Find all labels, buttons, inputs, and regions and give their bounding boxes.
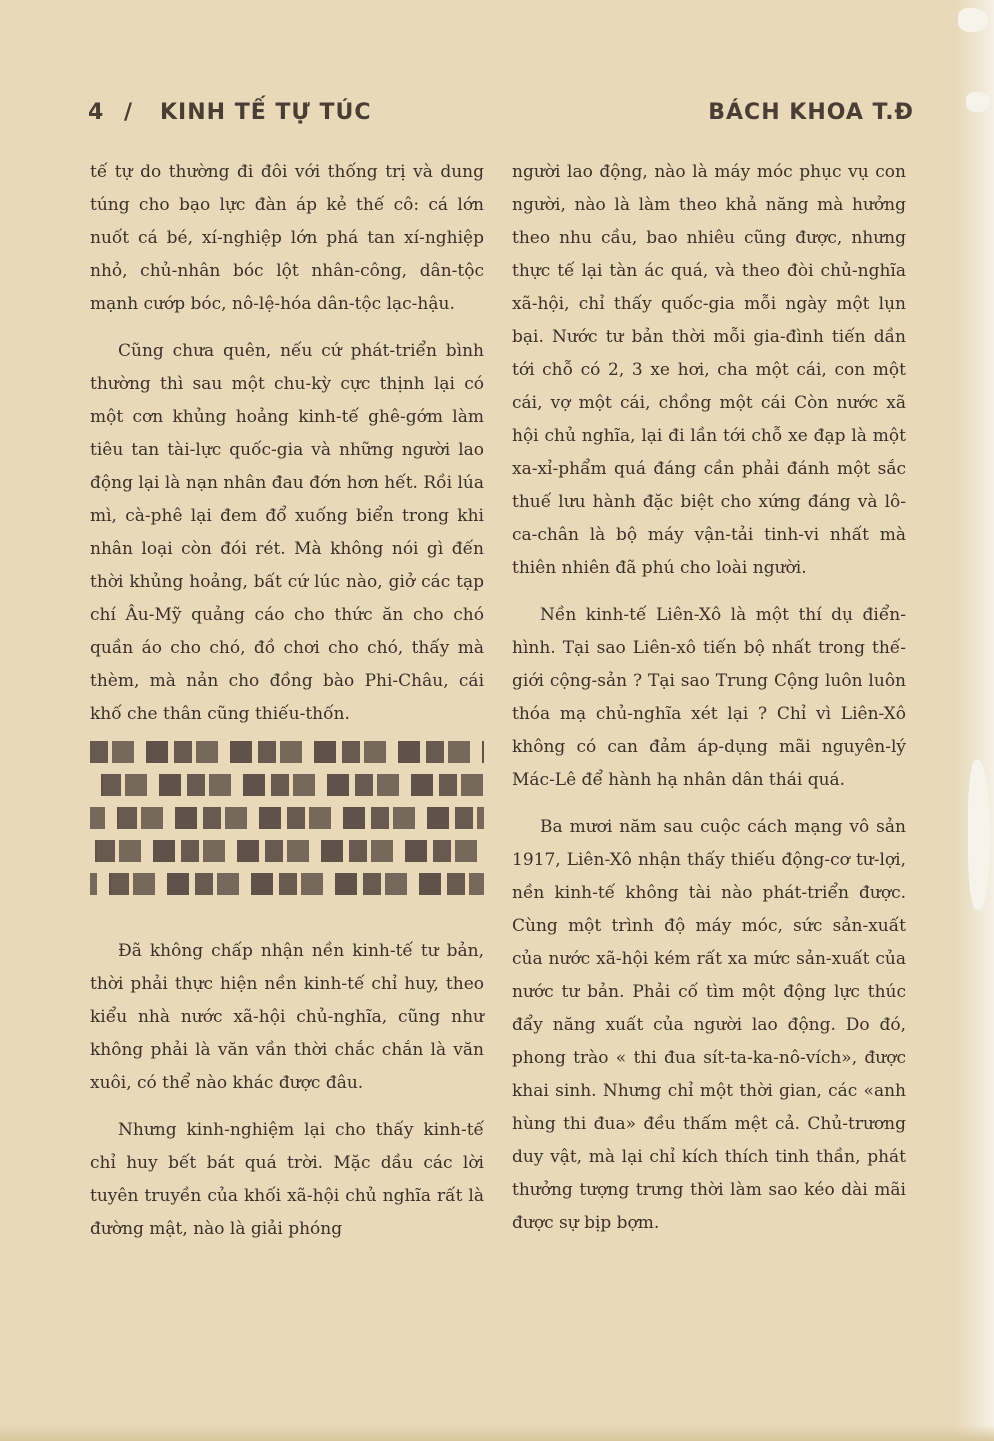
paper-tear xyxy=(966,92,990,112)
journal-name: BÁCH KHOA T.Đ xyxy=(708,100,914,125)
paper-bottom-edge xyxy=(0,1425,994,1441)
censored-line xyxy=(90,840,484,862)
censored-line xyxy=(90,873,484,895)
page-number: 4 xyxy=(88,100,105,125)
paragraph: người lao động, nào là máy móc phục vụ con người, nào là làm theo khả năng mà hưởng theo nhu cầu, bao nhiêu cũng được, nhưng thực tế lại tàn ác quá, và theo đòi chủ-nghĩa xã-hội, chỉ thấy quốc-gia mỗi ngày một lụn bại. Nước tư bản thời mỗi gia-đình tiến dần tới chỗ có 2, 3 xe hơi, cha một cái, con một cái, vợ một cái, chồng một cái Còn nước xã hội chủ nghĩa, lại đi lần tới chỗ xe đạp là một xa-xỉ-phẩm quá đáng cần phải đánh một sắc thuế lưu hành đặc biệt cho xứng đáng và lô-ca-chân là bộ máy vận-tải tinh-vi nhất mà thiên nhiên đã phú cho loài người. xyxy=(512,162,906,578)
paragraph: Cũng chưa quên, nếu cứ phát-triển bình thường thì sau một chu-kỳ cực thịnh lại có một cơn khủng hoảng kinh-tế ghê-gớm làm tiêu tan tài-lực quốc-gia và những người lao động lại là nạn nhân đau đớn hơn hết. Rồi lúa mì, cà-phê lại đem đổ xuống biển trong khi nhân loại còn đói rét. Mà không nói gì đến thời khủng hoảng, bất cứ lúc nào, giở các tạp chí Âu-Mỹ quảng cáo cho thức ăn cho chó quần áo cho chó, đồ chơi cho chó, thấy mà thèm, mà nản cho đồng bào Phi-Châu, cái khố che thân cũng thiếu-thốn. xyxy=(90,341,484,724)
paper-edge xyxy=(956,0,994,1441)
censored-line xyxy=(90,741,484,763)
page-header xyxy=(88,100,914,134)
paragraph: Ba mươi năm sau cuộc cách mạng vô sản 1917, Liên-Xô nhận thấy thiếu động-cơ tư-lợi, nền kinh-tế không tài nào phát-triển được. Cùng một trình độ máy móc, sức sản-xuất của nước xã-hội kém rất xa mức sản-xuất của nước tư bản. Phải cố tìm một động lực thúc đẩy năng xuất của người lao động. Do đó, phong trào « thi đua sít-ta-ka-nô-vích», được khai sinh. Nhưng chỉ một thời gian, các «anh hùng thi đua» đều thấm mệt cả. Chủ-trương duy vật, mà lại chỉ kích thích tinh thần, phát thưởng tượng trưng thời làm sao kéo dài mãi được sự bịp bợm. xyxy=(512,817,906,1233)
paragraph: tế tự do thường đi đôi với thống trị và dung túng cho bạo lực đàn áp kẻ thế cô: cá lớn nuốt cá bé, xí-nghiệp lớn phá tan xí-nghiệp nhỏ, chủ-nhân bóc lột nhân-công, dân-tộc mạnh cướp bóc, nô-lệ-hóa dân-tộc lạc-hậu. xyxy=(90,162,484,314)
censored-block xyxy=(90,741,484,921)
paragraph: Đã không chấp nhận nền kinh-tế tư bản, thời phải thực hiện nền kinh-tế chỉ huy, theo kiểu nhà nước xã-hội chủ-nghĩa, cũng như không phải là văn vần thời chắc chắn là văn xuôi, có thể nào khác được đâu. xyxy=(90,941,484,1093)
paragraph: Nhưng kinh-nghiệm lại cho thấy kinh-tế chỉ huy bết bát quá trời. Mặc dầu các lời tuyên truyền của khối xã-hội chủ nghĩa rất là đường mật, nào là giải phóng xyxy=(90,1120,484,1239)
right-column xyxy=(512,156,906,1240)
paper-tear xyxy=(968,760,990,910)
header-separator: / xyxy=(124,100,134,125)
censored-line xyxy=(90,774,484,796)
section-title: KINH TẾ TỰ TÚC xyxy=(160,100,372,125)
left-column xyxy=(90,156,484,1246)
paragraph: Nền kinh-tế Liên-Xô là một thí dụ điển-hình. Tại sao Liên-xô tiến bộ nhất trong thế-giới cộng-sản ? Tại sao Trung Cộng luôn luôn thóa mạ chủ-nghĩa xét lại ? Chỉ vì Liên-Xô không có can đảm áp-dụng mãi nguyên-lý Mác-Lê để hành hạ nhân dân thái quá. xyxy=(512,605,906,790)
censored-line xyxy=(90,807,484,829)
paper-tear xyxy=(958,8,988,32)
